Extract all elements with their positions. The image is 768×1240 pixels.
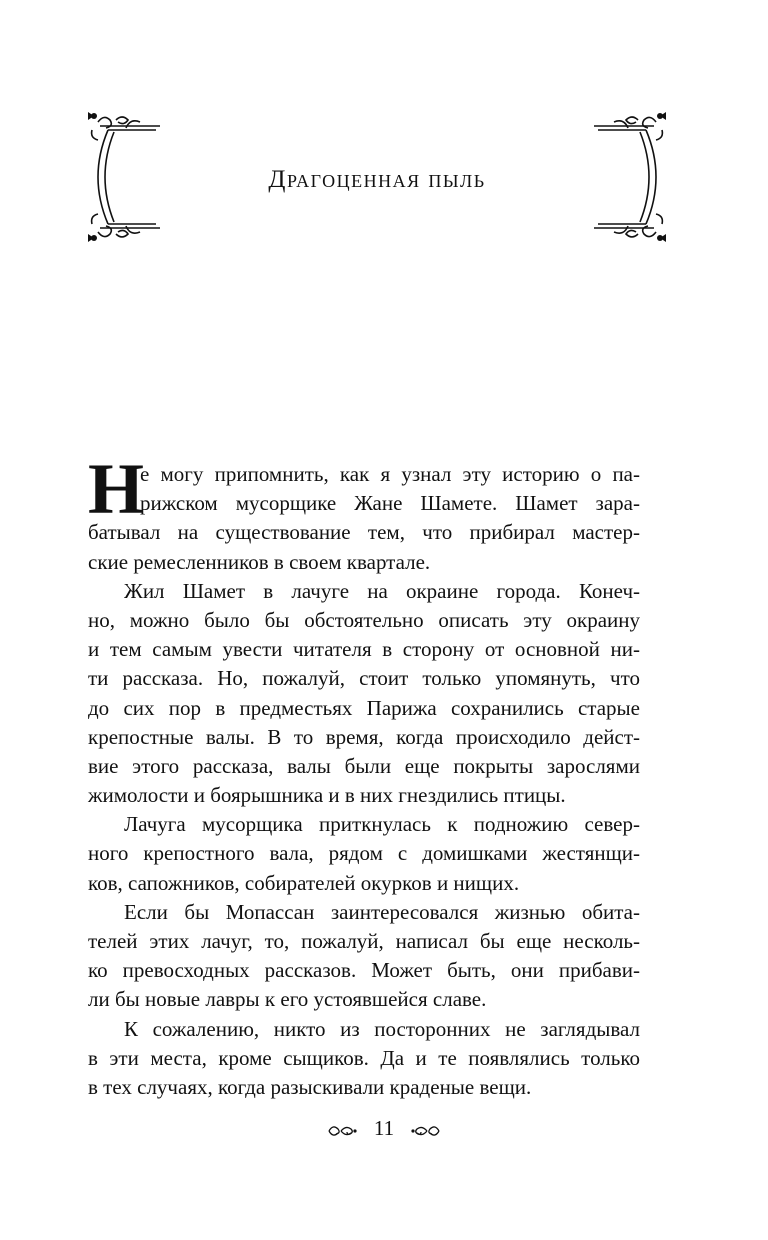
text-line: Жил Шамет в лачуге на окраине города. Конеч- xyxy=(124,578,640,603)
right-corner-ornament-icon xyxy=(574,108,668,246)
text-line: е могу припомнить, как я узнал эту историю о па- xyxy=(140,462,640,486)
text-line: и тем самым увести читателя в сторону от основной ни- xyxy=(88,637,640,662)
text-line: но, можно было бы обстоятельно описать эту окраину xyxy=(88,607,640,632)
text-line: ти рассказа. Но, пожалуй, стоит только упомянуть, что xyxy=(88,666,640,691)
text-line: ские ремесленников в своем квартале. xyxy=(88,549,431,574)
page-footer xyxy=(0,1112,768,1142)
drop-cap: Н xyxy=(88,449,145,529)
text-line: ко превосходных рассказов. Может быть, они прибави- xyxy=(88,958,640,983)
text-line: Если бы Мопассан заинтересовался жизнью обита- xyxy=(124,899,640,924)
right-flourish-icon xyxy=(411,1119,441,1137)
text-line: крепостные валы. В то время, когда происходило дейст- xyxy=(88,724,640,749)
page-number: 11 xyxy=(373,1116,395,1141)
left-corner-ornament-icon xyxy=(86,108,180,246)
text-line: в эти места, кроме сыщиков. Да и те появлялись только xyxy=(88,1045,640,1070)
text-line: телей этих лачуг, то, пожалуй, написал бы еще несколь- xyxy=(88,929,640,953)
chapter-title: Драгоценная пыль xyxy=(268,166,486,193)
body-text xyxy=(88,449,640,1102)
left-flourish-icon xyxy=(327,1119,357,1137)
text-line: до сих пор в предместьях Парижа сохранились старые xyxy=(88,695,640,720)
text-line: вие этого рассказа, валы были еще покрыты зарослями xyxy=(88,753,640,778)
text-line: в тех случаях, когда разыскивали краденые вещи. xyxy=(88,1074,532,1099)
text-line: ного крепостного вала, рядом с домишками жестянщи- xyxy=(88,841,640,866)
text-line: К сожалению, никто из посторонних не заглядывал xyxy=(124,1016,640,1041)
text-line: жимолости и боярышника и в них гнездились птицы. xyxy=(88,783,566,808)
text-line: рижском мусорщике Жане Шамете. Шамет зара- xyxy=(140,491,640,516)
text-line: ли бы новые лавры к его устоявшейся славе. xyxy=(88,987,487,1012)
text-line: Лачуга мусорщика приткнулась к подножию север- xyxy=(124,812,640,837)
text-line: батывал на существование тем, что прибирал мастер- xyxy=(88,520,640,545)
text-line: ков, сапожников, собирателей окурков и нищих. xyxy=(88,870,520,895)
